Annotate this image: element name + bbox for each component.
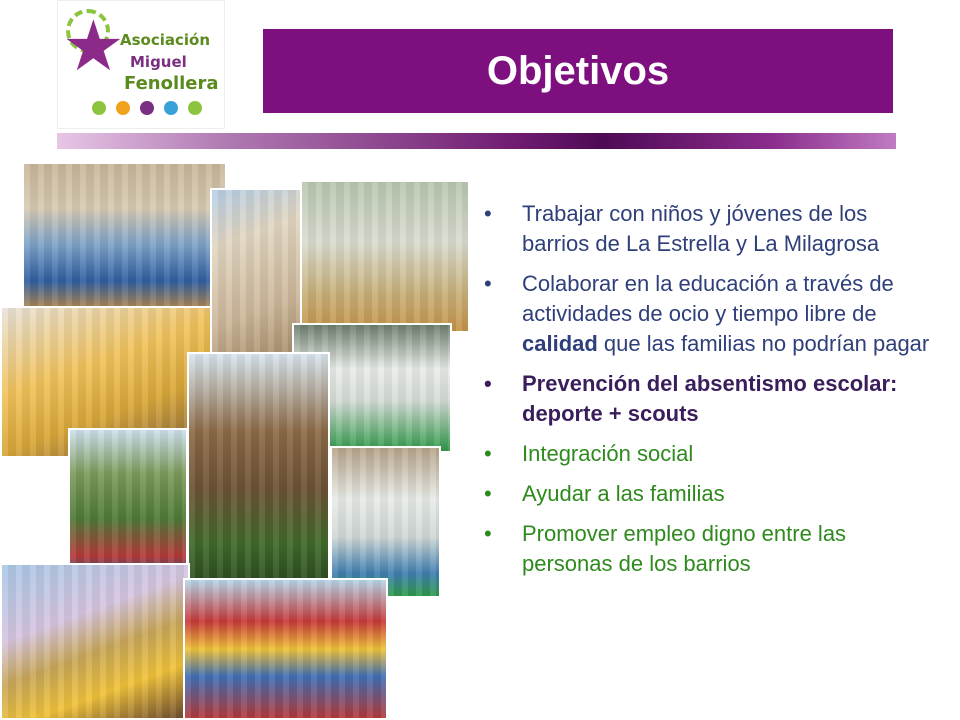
association-logo [57,0,225,129]
photo-basketball-team [22,162,227,312]
photo-scouts-flag [0,563,190,720]
bullet-text: Integración social [522,441,694,466]
ball-icon [92,101,106,115]
ball-icon [140,101,154,115]
photo-collage [0,160,480,720]
photo-climbing-tower [187,352,330,580]
photo-scouts-crowd [183,578,388,720]
runner-icon [116,101,130,115]
bullet-text: Ayudar a las familias [522,481,725,506]
ball-icon [188,101,202,115]
photo-football-team-small [330,446,441,598]
logo-line-2: Miguel [130,53,187,71]
bullet-bold-text: calidad [522,331,598,356]
photo-mountain-group [68,428,188,580]
bullet-text: Trabajar con niños y jóvenes de los barrios de La Estrella y La Milagrosa [522,201,880,256]
logo-activity-icons [92,101,202,115]
bullet-text: que las familias no podrían pagar [597,331,930,356]
bullet-text: Promover empleo digno entre las personas de los barrios [522,521,847,576]
title-divider [57,133,896,149]
bullet-text: Colaborar en la educación a través de actividades de ocio y tiempo libre de [522,271,894,326]
list-item [482,199,932,259]
starfish-icon: ★ [62,7,125,85]
list-item [482,269,932,359]
logo-line-1: Asociación [120,31,211,49]
bullet-text: Prevención del absentismo escolar: deporte + scouts [522,371,898,426]
runner-icon [164,101,178,115]
objectives-list [482,199,932,589]
photo-climbing-wall [210,188,302,356]
list-item [482,439,932,469]
logo-line-3: Fenollera [124,73,219,94]
list-item [482,369,932,429]
photo-fencing [300,180,470,333]
page-title: Objetivos [263,29,893,113]
list-item [482,519,932,579]
list-item [482,479,932,509]
